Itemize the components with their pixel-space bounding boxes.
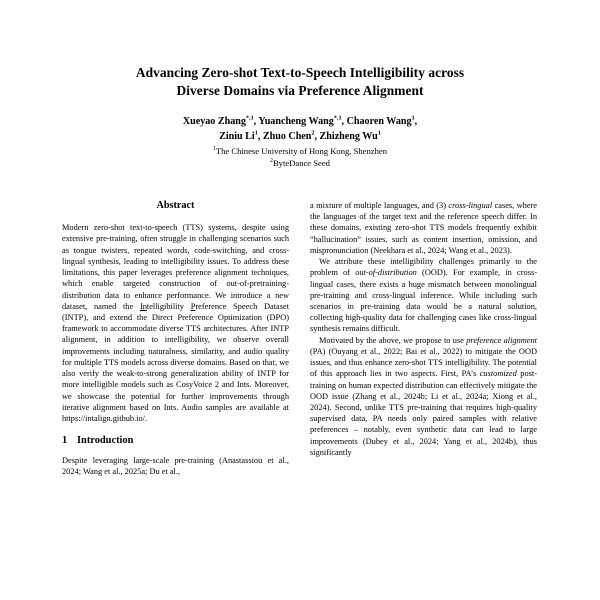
- project-url[interactable]: https://intalign.github.io/: [62, 413, 145, 423]
- right-p3-text-b: (PA) (Ouyang et al., 2022; Bai et al., 2022) to mitigate the OOD issues, and thus enhance zero-shot TTS intelligibility. The potential of this approach lies in two aspects. First, PA’s: [310, 346, 537, 379]
- abstract-heading: Abstract: [156, 200, 195, 211]
- right-p2-text-b: (OOD). For example, in cross-lingual cases, there exists a huge mismatch between monolingual pre-training and cross-lingual inference. While including such scenarios in pre-training data would be a natural solution, collecting high-quality data for challenging cases like cross-lingual synthesis remains difficult.: [310, 268, 537, 334]
- right-p1-text-b: cases, where the languages of the target text and the reference speech differ. In these domains, existing zero-shot TTS models frequently exhibit “hallucination” issues, such as content insertion, omission, and mispronunciation (Neekhara et al., 2024; Wang et al., 2023).: [310, 201, 537, 255]
- author-affil-marker: *,1: [245, 114, 254, 122]
- abstract-text-part-3: reference Speech Dataset (INTP), and extend the Direct Preference Optimization (DPO) framework to accommodate diverse TTS architectures. After INTP alignment, in addition to intelligibility, we observe overall improvements including naturalness, similarity, and audio quality for multiple TTS models across diverse domains. Based on that, we also verify the weak-to-strong generalization ability of INTP for more intelligible models such as CosyVoice 2 and Ints. Moreover, we showcase the potential for further improvements through iterative alignment based on Ints. Audio samples are available at: [62, 301, 289, 412]
- abstract-underline-in: In: [139, 301, 147, 311]
- author-list: [62, 115, 538, 144]
- author-affil-marker: 1: [377, 129, 381, 137]
- abstract-text-part-4: .: [144, 413, 148, 423]
- author-sep-1: , Yuancheng Wang: [253, 116, 334, 128]
- author-name-xueyao-zhang: Xueyao Zhang: [182, 116, 246, 128]
- title-block: [0, 0, 600, 170]
- abstract-text-part-2: telligibility: [146, 301, 191, 311]
- right-p3-text-a: Motivated by the above, we propose to use: [319, 335, 467, 345]
- abstract-paragraph: [62, 222, 289, 424]
- paper-title-line-2: Diverse Domains via Preference Alignment: [176, 83, 424, 99]
- affiliation-1: [62, 146, 538, 158]
- affiliation-list: [62, 146, 538, 170]
- section-heading-introduction: [62, 435, 289, 447]
- introduction-paragraph-1: Despite leveraging large-scale pre-training (Anastassiou et al., 2024; Wang et al., 2025a; Du et al.,: [62, 455, 289, 476]
- author-affil-marker: 1: [411, 114, 415, 122]
- author-sep-2: , Chaoren Wang: [341, 116, 412, 128]
- affiliation-marker-2: 2: [270, 157, 273, 164]
- section-title: Introduction: [77, 435, 134, 447]
- author-name-ziniu-li: Ziniu Li: [219, 130, 255, 142]
- author-sep-5: , Zhizheng Wu: [314, 130, 378, 142]
- right-column: [310, 200, 537, 600]
- author-sep-4: , Zhuo Chen: [257, 130, 312, 142]
- right-p3-text-c: post-training on human expected distribution can effectively mitigate the OOD issue (Zhang et al., 2024b; Li et al., 2024a; Xiong et al., 2024). Second, unlike TTS pre-training that requires high-quality supervised data, PA needs only paired samples with relative preferences – notably, even synthetic data can lead to large improvements (Dubey et al., 2024; Yang et al., 2024b), thus significantly: [310, 369, 537, 457]
- paper-title-line-1: Advancing Zero-shot Text-to-Speech Intelligibility across: [135, 65, 465, 80]
- section-number: 1: [62, 435, 68, 447]
- abstract-text-part-1: Modern zero-shot text-to-speech (TTS) systems, despite using extensive pre-training, often struggle in challenging scenarios such as tongue twisters, repeated words, code-switching, and cross-lingual synthesis, leading to intelligibility issues. To address these limitations, this paper leverages preference alignment techniques, which enable targeted construction of out-of-pretraining-distribution data to enhance performance. We introduce a new dataset, named the: [62, 223, 289, 311]
- two-column-body: [62, 200, 538, 600]
- abstract-underline-p: P: [190, 301, 196, 311]
- author-affil-marker: 2: [311, 129, 315, 137]
- right-p1-italic-cross-lingual: cross-lingual: [448, 201, 493, 210]
- author-line-1: [62, 115, 538, 129]
- affiliation-1-text: The Chinese University of Hong Kong, Shenzhen: [215, 145, 388, 156]
- right-p2-text-a: We attribute these intelligibility challenges primarily to the problem of: [310, 257, 537, 278]
- author-affil-marker: 1: [254, 129, 258, 137]
- affiliation-2-text: ByteDance Seed: [272, 157, 330, 168]
- right-p2-italic-ood: out-of-distribution: [355, 268, 417, 278]
- right-p1-text-a: a mixture of multiple languages, and (3): [310, 201, 449, 210]
- right-p3-italic-customized: customized: [479, 369, 517, 379]
- right-paragraph-2: [310, 256, 537, 335]
- author-sep-3: ,: [414, 116, 418, 128]
- author-affil-marker: *,1: [333, 114, 342, 122]
- right-paragraph-1: [310, 200, 537, 256]
- left-column: [62, 200, 289, 600]
- right-p3-italic-preference-alignment: preference alignment: [466, 335, 537, 345]
- author-line-2: [62, 130, 538, 144]
- affiliation-marker-1: 1: [212, 145, 216, 152]
- page-title: [62, 64, 538, 100]
- affiliation-2: [62, 158, 538, 170]
- right-paragraph-3: [310, 335, 537, 458]
